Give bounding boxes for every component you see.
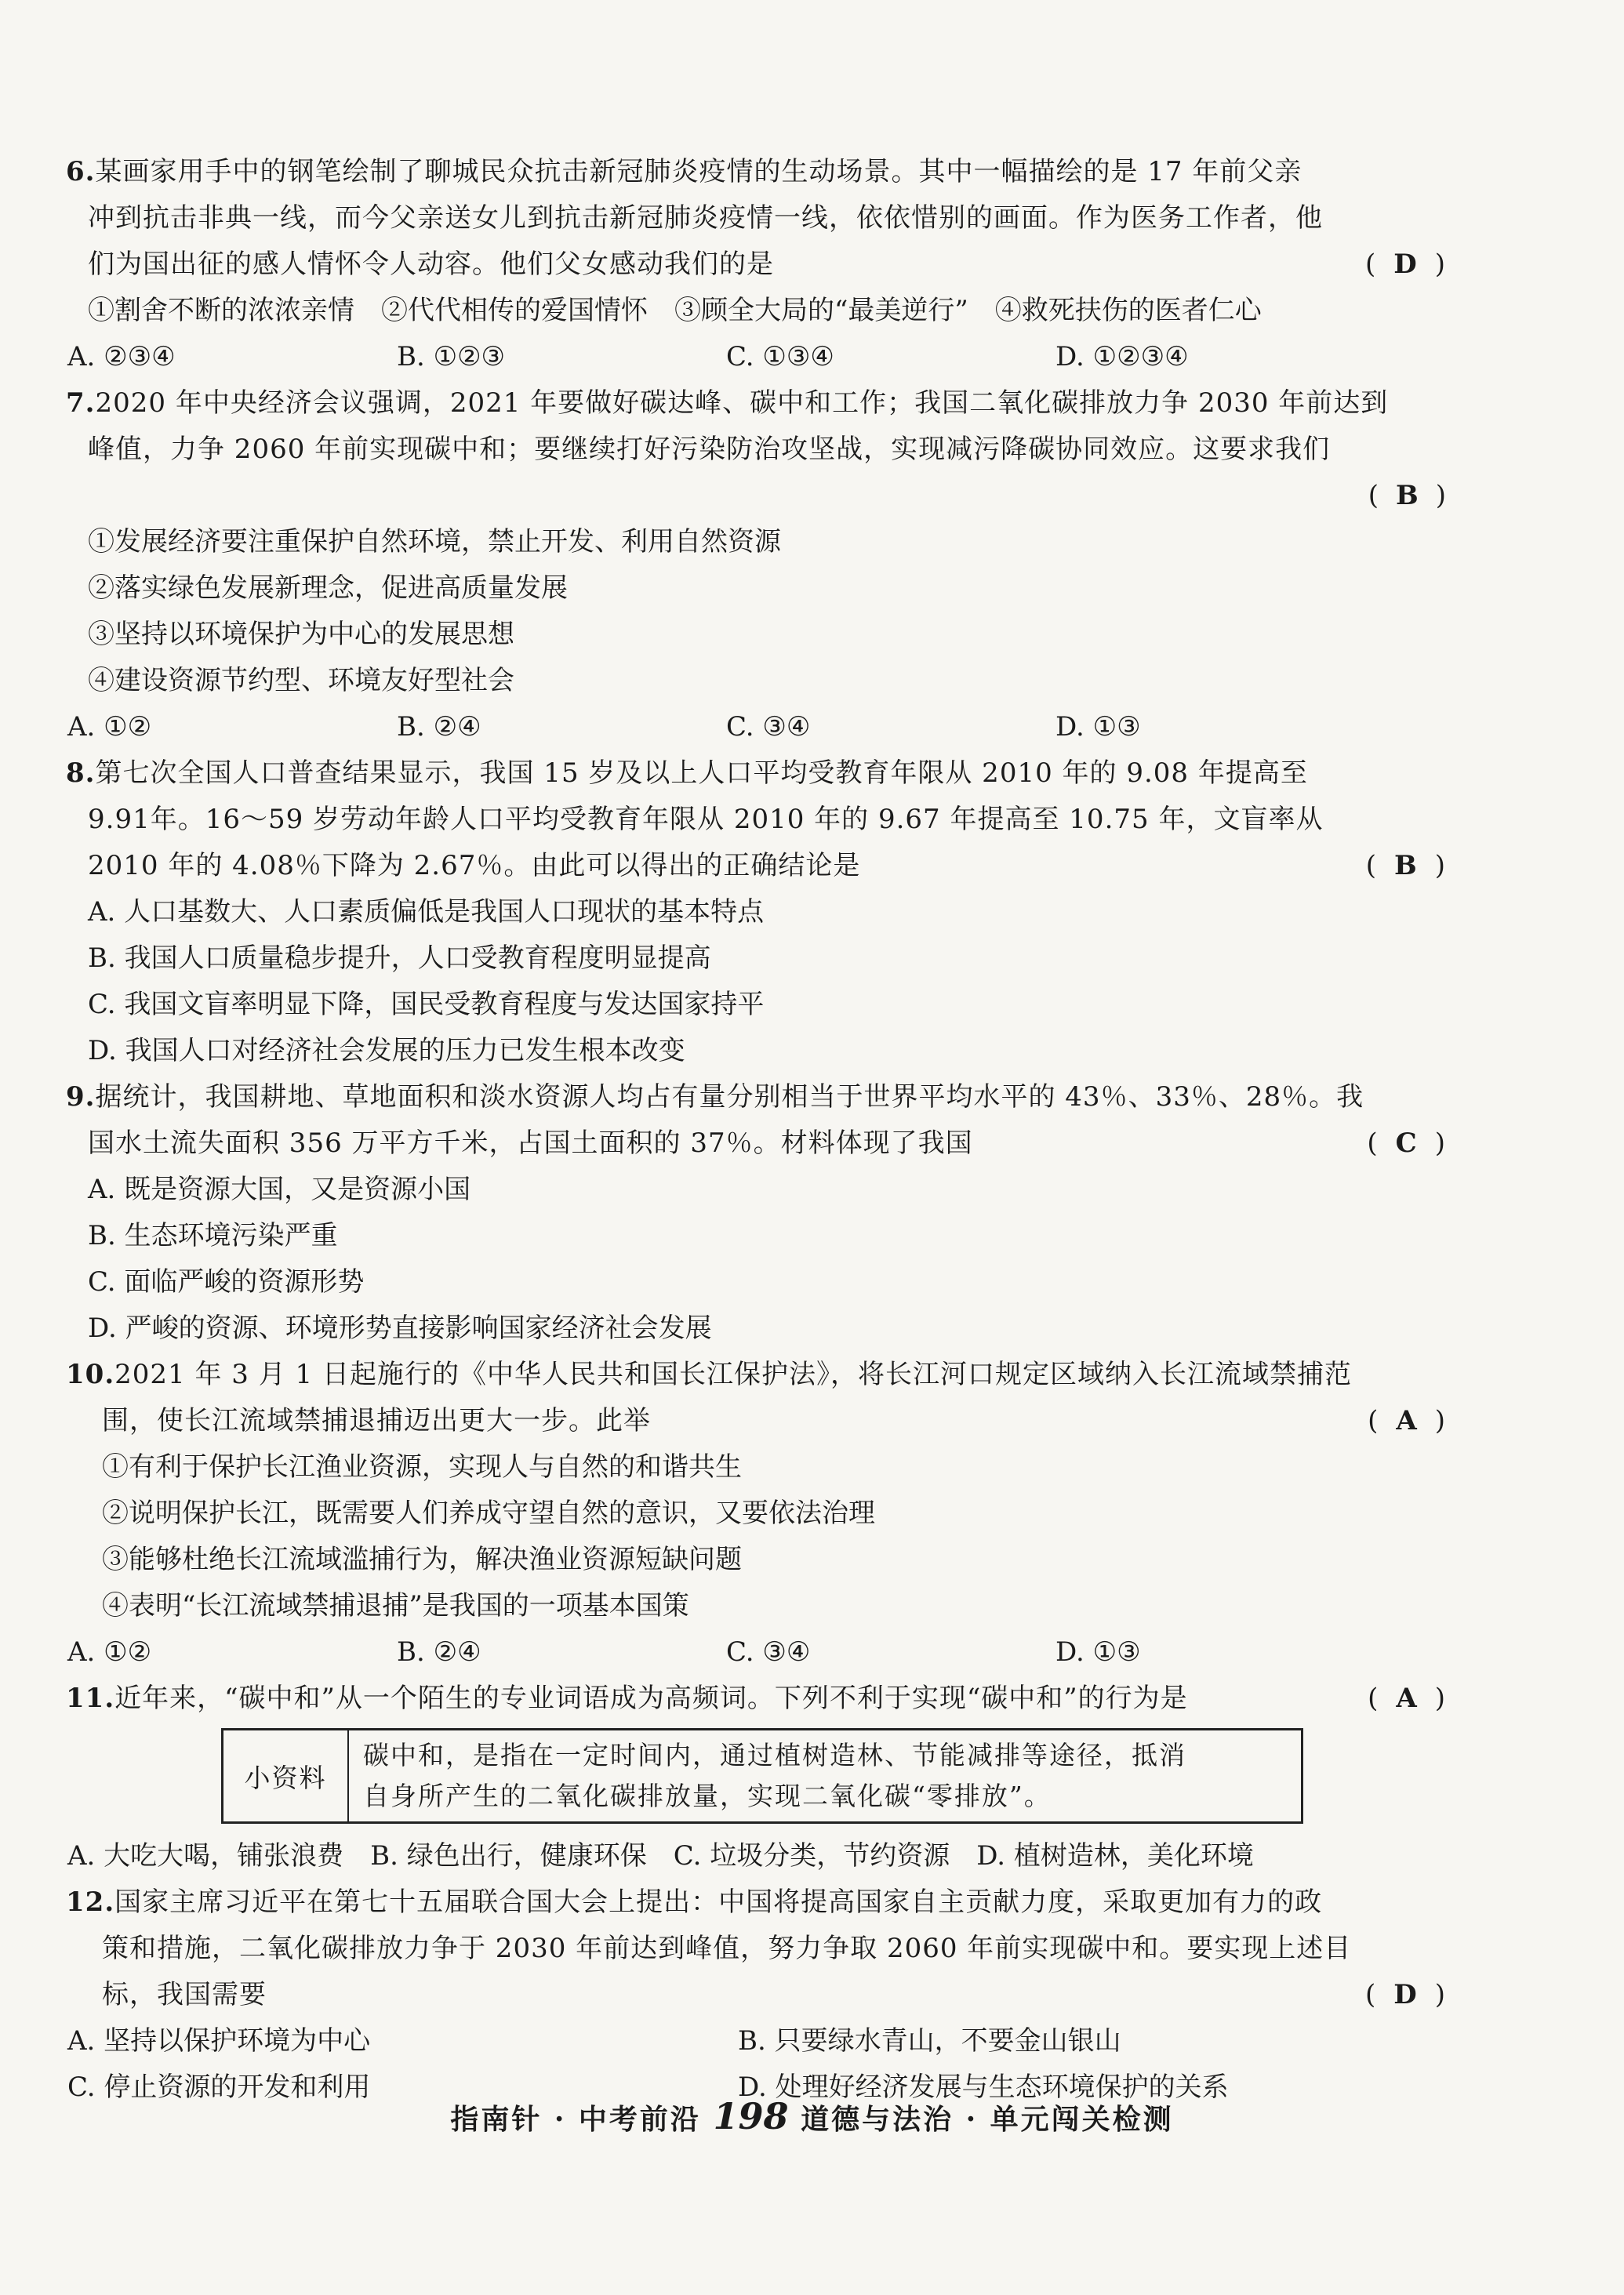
option-row — [66, 704, 1446, 750]
question-text: 围，使长江流域禁捕退捕迈出更大一步。此举 — [102, 1405, 651, 1436]
question-text: 2010 年的 4.08％下降为 2.67％。由此可以得出的正确结论是 — [88, 850, 861, 881]
question-text: 第七次全国人口普查结果显示，我国 15 岁及以上人口平均受教育年限从 2010 年的 9.08 年提高至 — [95, 757, 1308, 789]
option-c: C. 面临严峻的资源形势 — [88, 1266, 365, 1298]
option-row — [66, 1629, 1446, 1676]
answer-letter: D — [1393, 249, 1418, 280]
option-row — [66, 2018, 1446, 2064]
answer-bracket: ( D ) — [1365, 241, 1446, 288]
statement-item: ③坚持以环境保护为中心的发展思想 — [88, 619, 514, 650]
question-number: 6. — [66, 156, 96, 187]
question-10 — [66, 1352, 1446, 1676]
answer-bracket: ( C ) — [1367, 1120, 1446, 1167]
question-11 — [66, 1676, 1446, 1879]
question-text: 某画家用手中的钢笔绘制了聊城民众抗击新冠肺炎疫情的生动场景。其中一幅描绘的是 17 年前父亲 — [95, 156, 1302, 187]
question-text: 冲到抗击非典一线，而今父亲送女儿到抗击新冠肺炎疫情一线，依依惜别的画面。作为医务工作者，他 — [88, 202, 1323, 234]
option-b: B. 生态环境污染严重 — [88, 1220, 338, 1251]
question-text: 策和措施，二氧化碳排放力争于 2030 年前达到峰值，努力争取 2060 年前实现碳中和。要实现上述目 — [102, 1933, 1352, 1964]
option-c: C. ①③④ — [726, 341, 834, 372]
option-b: B. ②④ — [397, 711, 481, 743]
answer-bracket: ( B ) — [1368, 473, 1446, 519]
answer-letter: A — [1396, 1683, 1418, 1714]
option-a: A. ①② — [67, 711, 152, 743]
statement-item: ④表明“长江流域禁捕退捕”是我国的一项基本国策 — [102, 1590, 689, 1621]
statement-item: ③能够杜绝长江流域滥捕行为，解决渔业资源短缺问题 — [102, 1544, 742, 1575]
answer-bracket: ( D ) — [1365, 1972, 1446, 2018]
option-row — [66, 334, 1446, 380]
answer-bracket: ( A ) — [1368, 1676, 1446, 1722]
question-text: 们为国出征的感人情怀令人动容。他们父女感动我们的是 — [88, 249, 774, 280]
answer-letter: B — [1393, 850, 1418, 881]
question-number: 12. — [66, 1886, 115, 1918]
page-footer — [0, 2095, 1624, 2137]
answer-bracket: ( B ) — [1366, 843, 1446, 889]
option-row — [66, 1833, 1446, 1879]
question-list — [66, 149, 1446, 2111]
question-text: 2021 年 3 月 1 日起施行的《中华人民共和国长江保护法》，将长江河口规定区域纳入长江流域禁捕范 — [114, 1359, 1352, 1390]
question-number: 8. — [66, 757, 96, 789]
question-7 — [66, 380, 1446, 750]
option-c: C. ③④ — [726, 711, 811, 743]
question-text: 近年来，“碳中和”从一个陌生的专业词语成为高频词。下列不利于实现“碳中和”的行为是 — [114, 1683, 1188, 1714]
option-c: C. 我国文盲率明显下降，国民受教育程度与发达国家持平 — [88, 989, 765, 1020]
question-6 — [66, 149, 1446, 380]
option-a: A. 既是资源大国，又是资源小国 — [88, 1174, 471, 1205]
option-d: D. 我国人口对经济社会发展的压力已发生根本改变 — [88, 1035, 685, 1066]
answer-bracket: ( A ) — [1368, 1398, 1446, 1444]
footer-subject: 道德与法治 · 单元闯关检测 — [801, 2103, 1174, 2136]
info-box-text: 自身所产生的二氧化碳排放量，实现二氧化碳“零排放”。 — [363, 1781, 1052, 1811]
question-text: 9.91年。16～59 岁劳动年龄人口平均受教育年限从 2010 年的 9.67 年提高至 10.75 年，文盲率从 — [88, 804, 1324, 835]
question-12 — [66, 1879, 1446, 2111]
footer-brand: 指南针 · 中考前沿 — [450, 2103, 701, 2136]
statement-item: ①有利于保护长江渔业资源，实现人与自然的和谐共生 — [102, 1451, 742, 1483]
option-c: C. 垃圾分类，节约资源 — [673, 1840, 950, 1872]
question-number: 11. — [66, 1683, 115, 1714]
option-d: D. 严峻的资源、环境形势直接影响国家经济社会发展 — [88, 1313, 712, 1344]
info-box — [221, 1728, 1303, 1824]
statement-item: ①发展经济要注重保护自然环境，禁止开发、利用自然资源 — [88, 526, 781, 557]
answer-letter: A — [1396, 1405, 1418, 1436]
statement-item: ④建设资源节约型、环境友好型社会 — [88, 665, 514, 696]
option-d: D. ①③ — [1055, 711, 1141, 743]
option-d: D. ①③ — [1055, 1636, 1141, 1668]
statement-items: ①割舍不断的浓浓亲情 ②代代相传的爱国情怀 ③顾全大局的“最美逆行” ④救死扶伤的医者仁心 — [88, 295, 1262, 326]
statement-item: ②落实绿色发展新理念，促进高质量发展 — [88, 572, 568, 604]
question-text: 国水土流失面积 356 万平方千米，占国土面积的 37％。材料体现了我国 — [88, 1128, 973, 1159]
option-a: A. 大吃大喝，铺张浪费 — [67, 1840, 344, 1872]
option-d: D. 处理好经济发展与生态环境保护的关系 — [738, 2072, 1229, 2103]
answer-letter: B — [1395, 480, 1419, 511]
option-b: B. 只要绿水青山，不要金山银山 — [738, 2025, 1121, 2057]
question-text: 据统计，我国耕地、草地面积和淡水资源人均占有量分别相当于世界平均水平的 43％、33％、28％。我 — [95, 1081, 1364, 1113]
statement-item: ②说明保护长江，既需要人们养成守望自然的意识，又要依法治理 — [102, 1498, 875, 1529]
option-a: A. 坚持以保护环境为中心 — [67, 2025, 371, 2057]
question-number: 7. — [66, 387, 96, 419]
option-b: B. ②④ — [397, 1636, 481, 1668]
info-box-text: 碳中和，是指在一定时间内，通过植树造林、节能减排等途径，抵消 — [363, 1740, 1186, 1770]
answer-letter: D — [1393, 1979, 1418, 2010]
question-9 — [66, 1074, 1446, 1352]
option-b: B. 我国人口质量稳步提升，人口受教育程度明显提高 — [88, 942, 711, 974]
page-number: 198 — [713, 2095, 789, 2137]
option-d: D. 植树造林，美化环境 — [976, 1840, 1254, 1872]
answer-letter: C — [1395, 1128, 1418, 1159]
option-d: D. ①②③④ — [1055, 341, 1189, 372]
option-b: B. ①②③ — [397, 341, 506, 372]
question-number: 9. — [66, 1081, 96, 1113]
info-box-tag: 小资料 — [223, 1730, 349, 1821]
question-text: 2020 年中央经济会议强调，2021 年要做好碳达峰、碳中和工作；我国二氧化碳排放力争 2030 年前达到 — [95, 387, 1389, 419]
question-8 — [66, 750, 1446, 1074]
option-a: A. 人口基数大、人口素质偏低是我国人口现状的基本特点 — [88, 896, 765, 928]
option-c: C. ③④ — [726, 1636, 811, 1668]
question-text: 峰值，力争 2060 年前实现碳中和；要继续打好污染防治攻坚战，实现减污降碳协同效应。这要求我们 — [88, 434, 1331, 465]
option-a: A. ①② — [67, 1636, 152, 1668]
question-text: 国家主席习近平在第七十五届联合国大会上提出：中国将提高国家自主贡献力度，采取更加有力的政 — [114, 1886, 1323, 1918]
question-number: 10. — [66, 1359, 115, 1390]
option-c: C. 停止资源的开发和利用 — [67, 2072, 371, 2103]
question-text: 标，我国需要 — [102, 1979, 267, 2010]
option-a: A. ②③④ — [67, 341, 176, 372]
option-b: B. 绿色出行，健康环保 — [370, 1840, 647, 1872]
